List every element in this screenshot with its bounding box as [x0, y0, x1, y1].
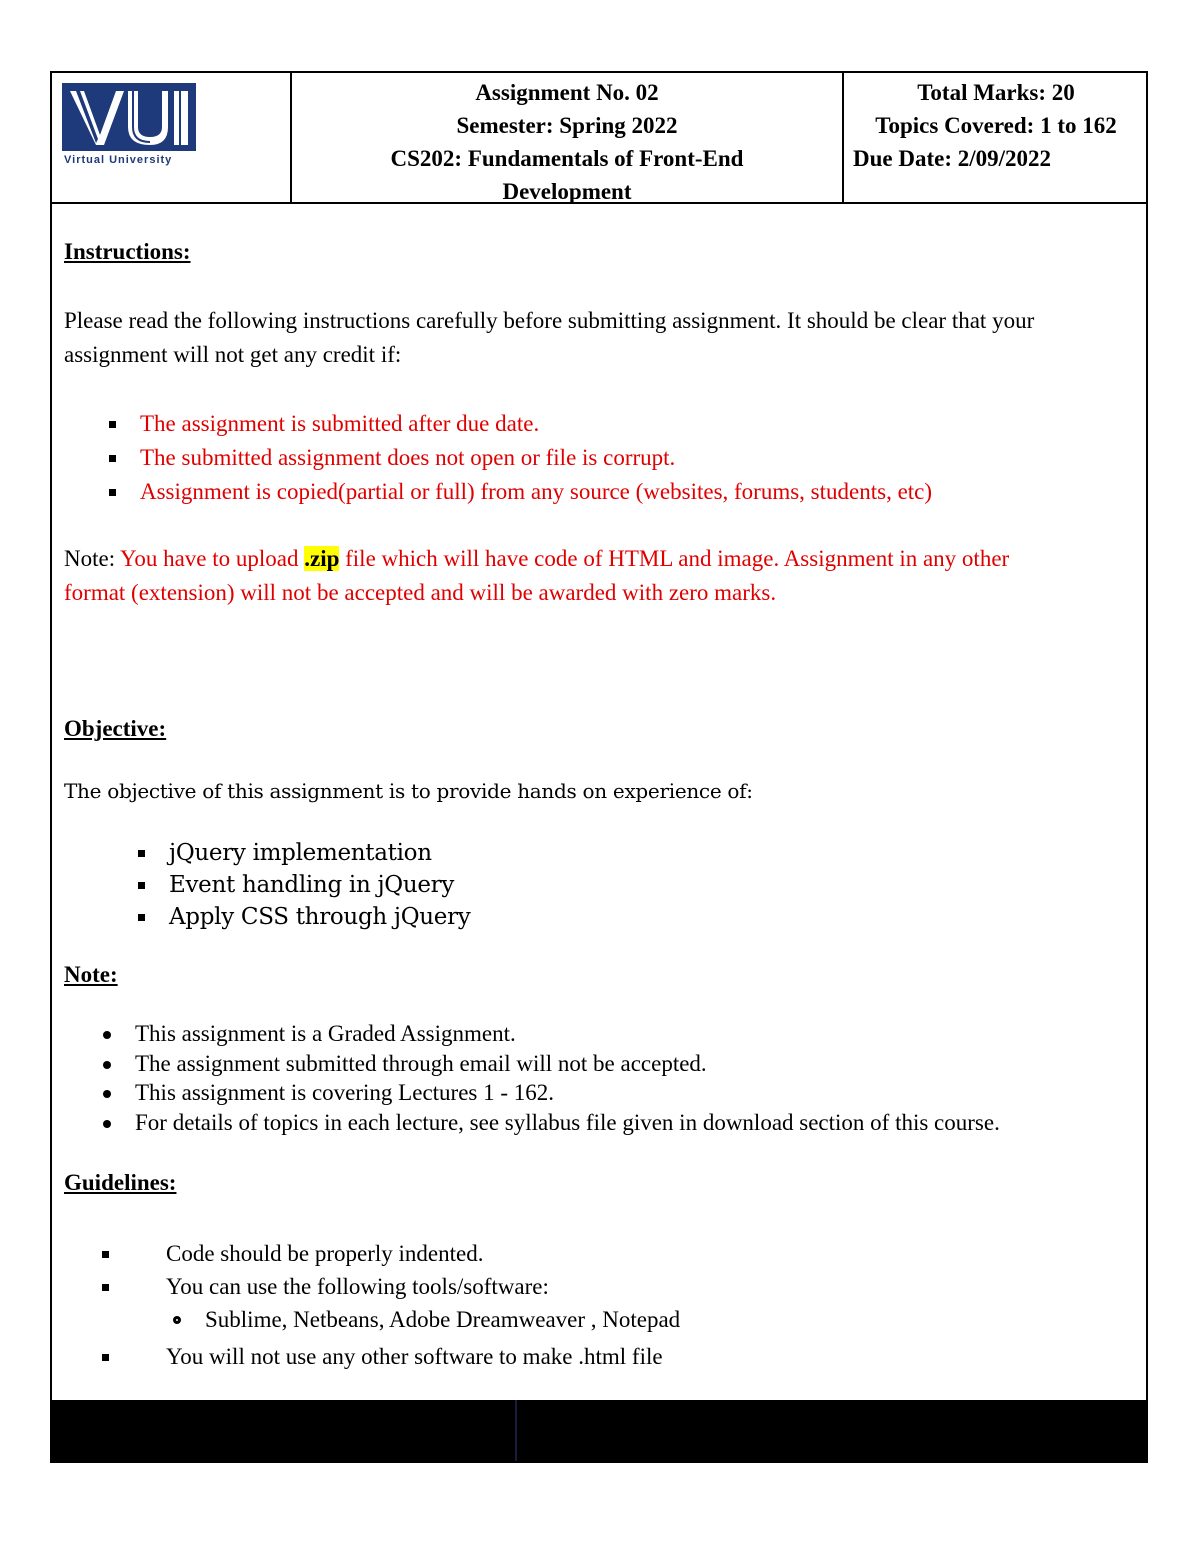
square-bullet-icon — [109, 421, 116, 428]
hollow-bullet-icon — [173, 1316, 181, 1324]
list-item: Code should be properly indented. — [166, 1237, 680, 1270]
bullet-dot-icon — [103, 1090, 111, 1098]
square-bullet-icon — [138, 882, 145, 889]
square-bullet-icon — [138, 850, 145, 857]
list-item: For details of topics in each lecture, see syllabus file given in download section of this course. — [135, 1108, 1000, 1138]
header-table — [52, 73, 1146, 204]
list-item: jQuery implementation — [169, 837, 471, 869]
note-heading: Note: — [64, 962, 118, 987]
logo-caption: Virtual University — [64, 154, 173, 166]
list-item: You can use the following tools/software: — [166, 1270, 680, 1303]
guidelines-heading: Guidelines: — [64, 1170, 177, 1195]
semester: Semester: Spring 2022 — [456, 113, 678, 138]
list-item: Event handling in jQuery — [169, 869, 471, 901]
upload-note: Note: You have to upload .zip file which will have code of HTML and image. Assignment in any other format (extension) will not be accepted and will be awarded with zero marks. — [64, 546, 1010, 605]
list-item: The assignment is submitted after due date. — [140, 407, 932, 441]
square-bullet-icon — [109, 455, 116, 462]
list-item: This assignment is a Graded Assignment. — [135, 1019, 1000, 1049]
marks-info-cell — [844, 73, 1148, 202]
assignment-info-cell — [292, 73, 844, 202]
bullet-dot-icon — [103, 1120, 111, 1128]
instructions-heading: Instructions: — [64, 239, 191, 264]
bullet-dot-icon — [103, 1031, 111, 1039]
due-date: Due Date: 2/09/2022 — [853, 146, 1052, 171]
zip-extension: .zip — [304, 546, 340, 571]
course-title-cont: Development — [502, 179, 632, 204]
vu-logo — [62, 83, 196, 171]
list-item: You will not use any other software to make .html file — [166, 1340, 680, 1373]
instructions-intro: Please read the following instructions carefully before submitting assignment. It should be clear that your assignment will not get any credit if: — [64, 308, 1035, 367]
objective-heading: Objective: — [64, 716, 167, 741]
list-item: Apply CSS through jQuery — [169, 901, 471, 933]
logo-cell — [52, 73, 292, 202]
guidelines-list — [166, 1237, 680, 1373]
square-bullet-icon — [109, 489, 116, 496]
vu-logo-mark — [62, 83, 196, 151]
list-item: The submitted assignment does not open or file is corrupt. — [140, 441, 932, 475]
course-title: CS202: Fundamentals of Front-End — [390, 146, 744, 171]
square-bullet-icon — [102, 1284, 109, 1291]
footer-bar — [52, 1400, 1146, 1461]
total-marks: Total Marks: 20 — [917, 80, 1075, 105]
document-frame — [50, 71, 1148, 1463]
list-item: The assignment submitted through email will not be accepted. — [135, 1049, 1000, 1079]
square-bullet-icon — [102, 1251, 109, 1258]
square-bullet-icon — [138, 914, 145, 921]
note-list — [135, 1019, 1000, 1137]
bullet-dot-icon — [103, 1061, 111, 1069]
credit-rules-list — [140, 407, 932, 509]
list-item: Assignment is copied(partial or full) from any source (websites, forums, students, etc) — [140, 475, 932, 509]
assignment-number: Assignment No. 02 — [475, 80, 659, 105]
square-bullet-icon — [102, 1354, 109, 1361]
footer-divider — [515, 1400, 517, 1461]
list-item: This assignment is covering Lectures 1 - 162. — [135, 1078, 1000, 1108]
sub-list-item: Sublime, Netbeans, Adobe Dreamweaver , Notepad — [166, 1303, 680, 1336]
objective-intro: The objective of this assignment is to provide hands on experience of: — [64, 779, 753, 803]
topics-covered: Topics Covered: 1 to 162 — [875, 113, 1117, 138]
objective-list — [169, 837, 471, 933]
